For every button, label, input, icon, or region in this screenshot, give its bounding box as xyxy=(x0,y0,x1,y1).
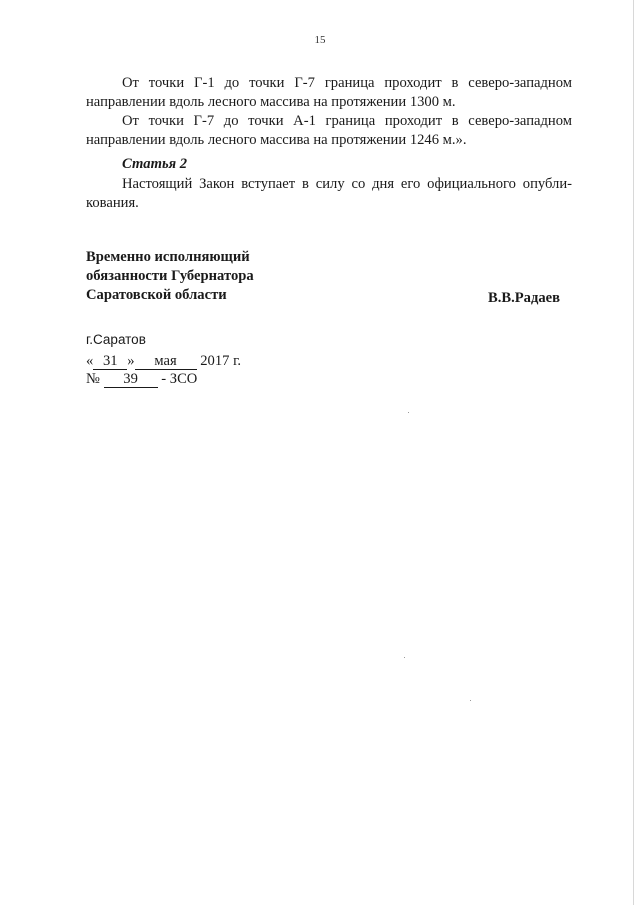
paragraph-text: От точки Г-1 до точки Г-7 граница проходит в северо-западном xyxy=(122,75,572,91)
issuance-city: г.Саратов xyxy=(86,332,146,347)
paragraph-line: кования. xyxy=(86,195,139,211)
paragraph-line xyxy=(86,74,572,93)
date-year: 2017 г. xyxy=(200,353,242,369)
paragraph-text: От точки Г-7 до точки А-1 граница проходит в северо-западном xyxy=(122,113,572,129)
issuance-number xyxy=(86,371,197,388)
signatory-title-line: обязанности Губернатора xyxy=(86,268,254,284)
date-open-quote: « xyxy=(86,353,94,369)
issuance-date xyxy=(86,353,241,370)
paragraph-text: Настоящий Закон вступает в силу со дня его официального опубли- xyxy=(122,176,572,192)
date-month: мая xyxy=(135,354,197,370)
number-prefix: № xyxy=(86,371,100,387)
paragraph-line: направлении вдоль лесного массива на протяжении 1246 м.». xyxy=(86,132,467,148)
signatory-name: В.В.Радаев xyxy=(488,290,561,306)
paragraph-boundary-g7-a1 xyxy=(86,112,572,150)
scan-speck xyxy=(408,412,409,413)
number-suffix: - ЗСО xyxy=(161,371,198,387)
paragraph-entry-into-force xyxy=(86,175,572,213)
date-close-quote: » xyxy=(127,353,135,369)
paragraph-line xyxy=(86,112,572,131)
page-edge-line xyxy=(633,0,634,905)
scan-speck xyxy=(404,657,405,658)
article-heading: Статья 2 xyxy=(122,156,188,172)
number-value: 39 xyxy=(104,372,158,388)
date-day: 31 xyxy=(93,354,127,370)
paragraph-boundary-g1-g7 xyxy=(86,74,572,112)
page-number: 15 xyxy=(314,34,326,46)
signatory-title xyxy=(86,248,254,305)
paragraph-line xyxy=(86,175,572,194)
paragraph-line: направлении вдоль лесного массива на протяжении 1300 м. xyxy=(86,94,456,110)
signatory-title-line: Саратовской области xyxy=(86,287,227,303)
signatory-title-line: Временно исполняющий xyxy=(86,249,250,265)
scan-speck xyxy=(470,700,471,701)
